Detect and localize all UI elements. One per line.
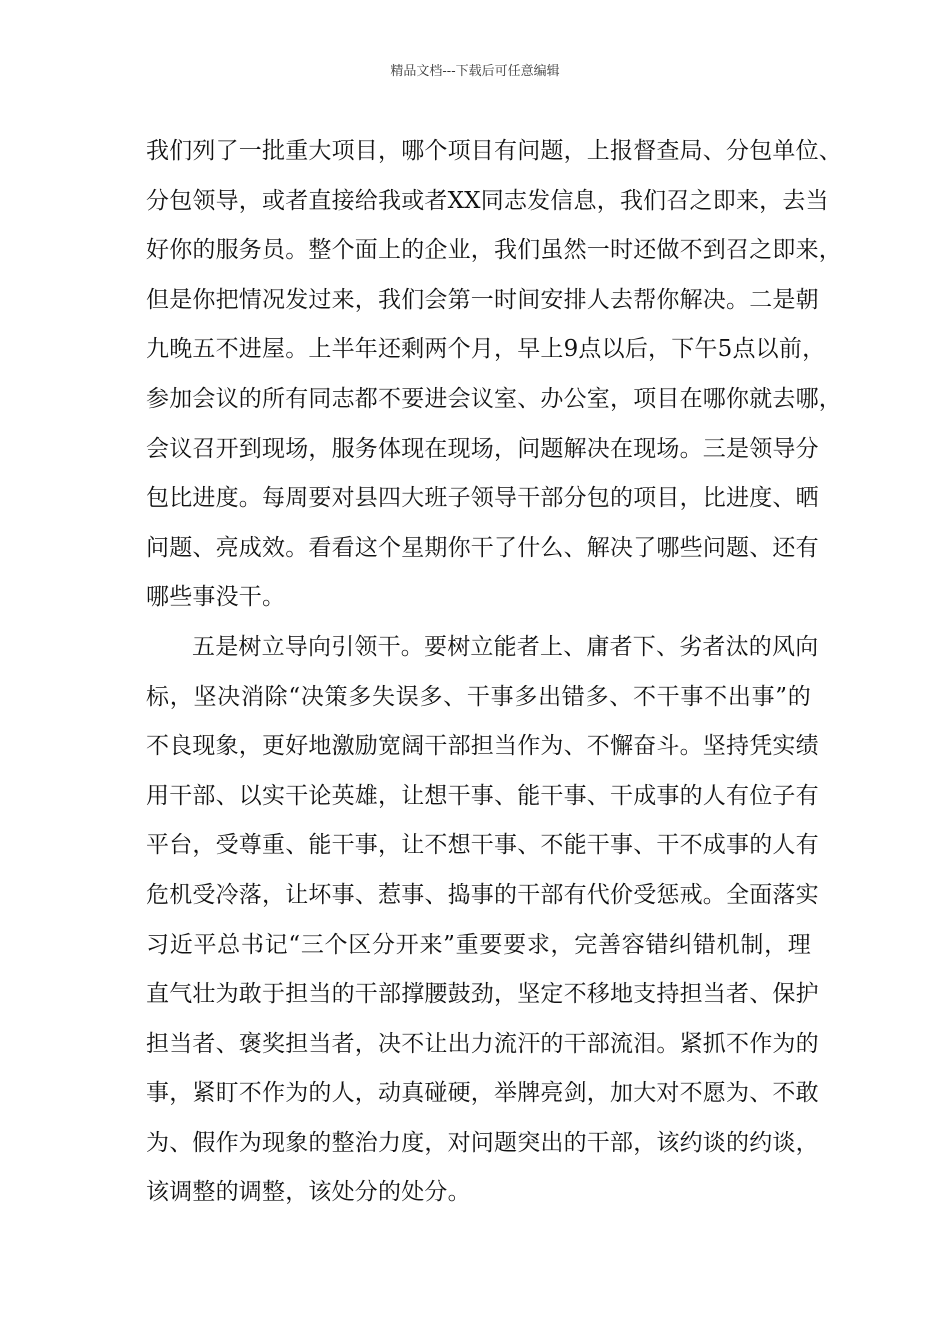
- page-header: 精品文档---下载后可任意编辑: [390, 64, 560, 79]
- text-line: 担当者、褒奖担当者，决不让出力流汗的干部流泪。紧抓不作为的: [146, 1030, 819, 1057]
- text-line: 标，坚决消除“决策多失误多、干事多出错多、不干事不出事”的: [146, 683, 811, 710]
- text-line: 不良现象，更好地激励宽阔干部担当作为、不懈奋斗。坚持凭实绩: [146, 733, 819, 760]
- text-line: 但是你把情况发过来，我们会第一时间安排人去帮你解决。二是朝: [146, 286, 819, 313]
- text-line: 参加会议的所有同志都不要进会议室、办公室，项目在哪你就去哪，: [146, 385, 842, 412]
- text-line: 好你的服务员。整个面上的企业，我们虽然一时还做不到召之即来，: [146, 237, 842, 264]
- text-line: 习近平总书记“三个区分开来”重要要求，完善容错纠错机制，理: [146, 931, 811, 958]
- text-line: 为、假作为现象的整治力度，对问题突出的干部，该约谈的约谈，: [146, 1129, 819, 1156]
- text-line: 平台，受尊重、能干事，让不想干事、不能干事、干不成事的人有: [146, 832, 819, 859]
- text-line: 用干部、以实干论英雄，让想干事、能干事、干成事的人有位子有: [146, 782, 819, 809]
- document-body: [146, 127, 842, 1218]
- text-line: 哪些事没干。: [146, 584, 286, 611]
- text-line: 包比进度。每周要对县四大班子领导干部分包的项目，比进度、晒: [146, 485, 819, 512]
- text-line: 直气壮为敢于担当的干部撑腰鼓劲，坚定不移地支持担当者、保护: [146, 981, 819, 1008]
- text-line: 事，紧盯不作为的人，动真碰硬，举牌亮剑，加大对不愿为、不敢: [146, 1080, 819, 1107]
- text-line: 分包领导，或者直接给我或者XX同志发信息，我们召之即来，去当: [146, 187, 829, 214]
- text-line: 该调整的调整，该处分的处分。: [146, 1179, 471, 1206]
- text-line: 问题、亮成效。看看这个星期你干了什么、解决了哪些问题、还有: [146, 534, 819, 561]
- text-line: 危机受冷落，让坏事、惹事、捣事的干部有代价受惩戒。全面落实: [146, 881, 819, 908]
- text-line: 会议召开到现场，服务体现在现场，问题解决在现场。三是领导分: [146, 435, 819, 462]
- text-line: 九晚五不进屋。上半年还剩两个月，早上9点以后，下午5点以前，: [146, 336, 826, 363]
- text-line: 我们列了一批重大项目，哪个项目有问题，上报督查局、分包单位、: [146, 138, 842, 164]
- paragraph-start-line: 五是树立导向引领干。要树立能者上、庸者下、劣者汰的风向: [192, 633, 819, 660]
